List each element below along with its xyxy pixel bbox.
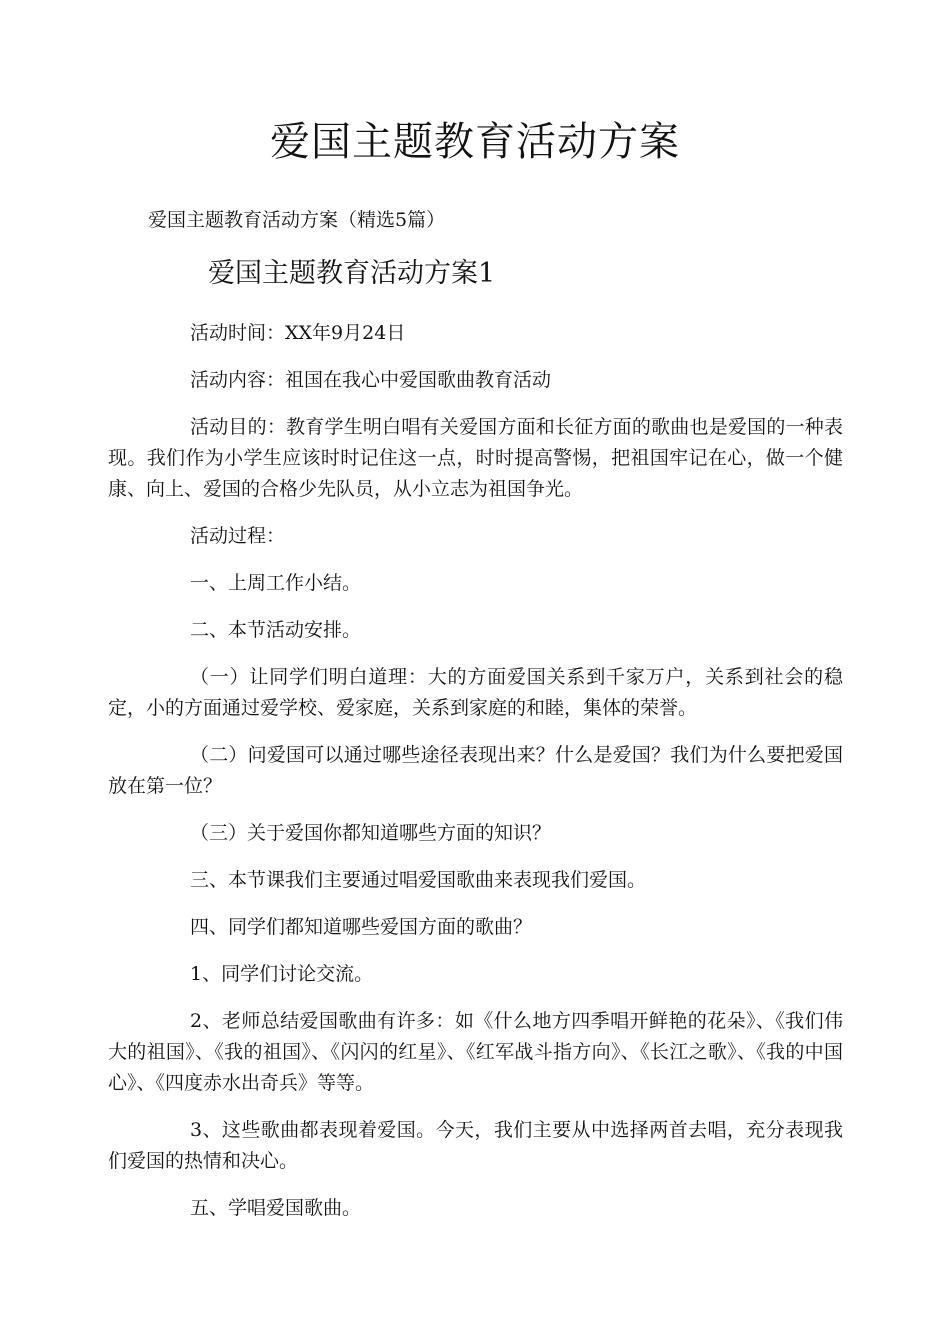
paragraph-activity-time: 活动时间：XX年9月24日 [190,322,406,344]
document-subtitle: 爱国主题教育活动方案（精选5篇） [148,209,446,231]
paragraph-substep-1: （一）让同学们明白道理：大的方面爱国关系到千家万户，关系到社会的稳定，小的方面通过爱学校、爱家庭，关系到家庭的和睦，集体的荣誉。 [108,666,843,719]
paragraph-substep-3: （三）关于爱国你都知道哪些方面的知识？ [190,822,552,844]
paragraph-item-1: 1、同学们讨论交流。 [190,963,374,985]
paragraph-step-5: 五、学唱爱国歌曲。 [190,1197,362,1219]
paragraph-step-2: 二、本节活动安排。 [190,619,362,641]
paragraph-step-3: 三、本节课我们主要通过唱爱国歌曲来表现我们爱国。 [190,869,647,891]
paragraph-item-2: 2、老师总结爱国歌曲有许多：如《什么地方四季唱开鲜艳的花朵》、《我们伟大的祖国》、《我的祖国》、《闪闪的红星》、《红军战斗指方向》、《长江之歌》、《我的中国心》、《四度赤水出奇兵》等等。 [108,1010,843,1094]
section-heading: 爱国主题教育活动方案1 [208,258,496,289]
paragraph-activity-process: 活动过程： [190,525,286,547]
document-title: 爱国主题教育活动方案 [270,119,680,165]
document-body [108,318,843,1240]
paragraph-activity-content: 活动内容：祖国在我心中爱国歌曲教育活动 [190,369,552,391]
paragraph-step-1: 一、上周工作小结。 [190,572,362,594]
paragraph-step-4: 四、同学们都知道哪些爱国方面的歌曲？ [190,916,533,938]
paragraph-activity-goal: 活动目的：教育学生明白唱有关爱国方面和长征方面的歌曲也是爱国的一种表现。我们作为小学生应该时时记住这一点，时时提高警惕，把祖国牢记在心，做一个健康、向上、爱国的合格少先队员，从小立志为祖国争光。 [108,416,843,500]
paragraph-substep-2: （二）问爱国可以通过哪些途径表现出来？什么是爱国？我们为什么要把爱国放在第一位？ [108,744,843,797]
paragraph-item-3: 3、这些歌曲都表现着爱国。今天，我们主要从中选择两首去唱，充分表现我们爱国的热情和决心。 [108,1119,843,1172]
